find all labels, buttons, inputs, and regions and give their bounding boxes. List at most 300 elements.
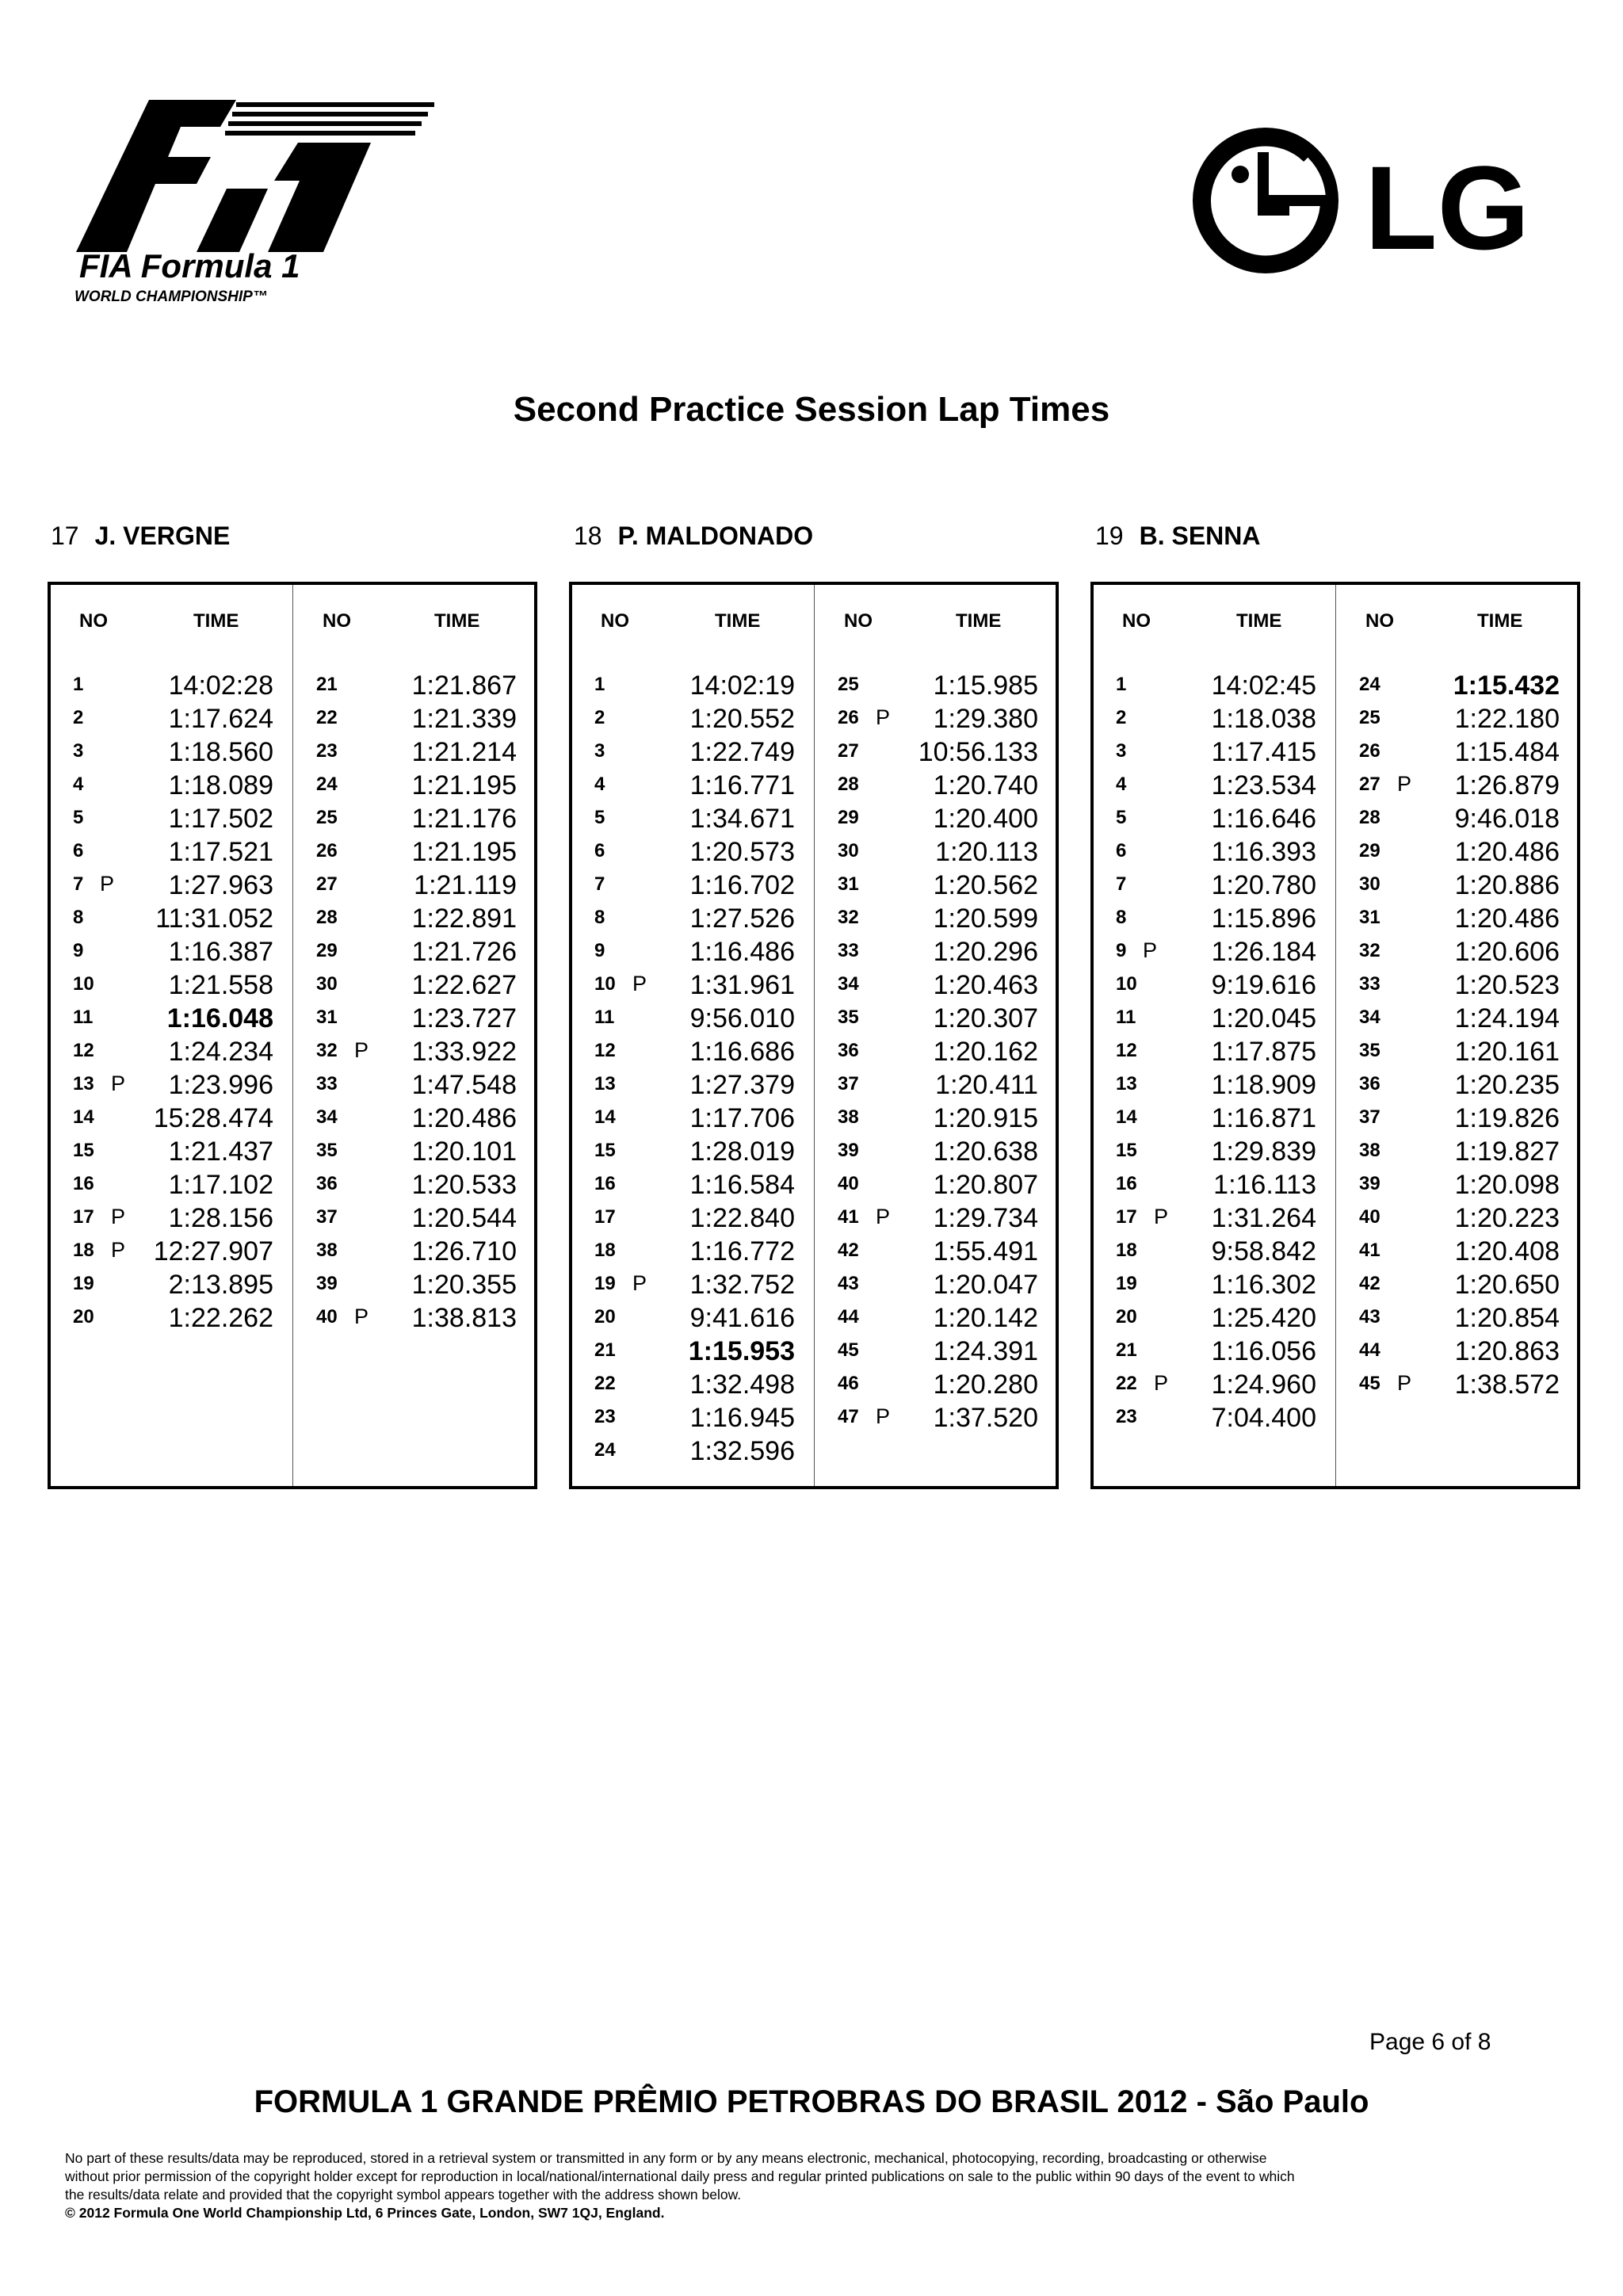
lap-number: 1 xyxy=(73,674,84,695)
lap-time: 1:24.391 xyxy=(933,1336,1038,1366)
lap-row xyxy=(1337,1236,1579,1273)
lap-time: 1:47.548 xyxy=(411,1070,517,1100)
lap-number: 47 xyxy=(838,1406,859,1427)
lap-number: 28 xyxy=(838,774,859,795)
lap-row xyxy=(1094,704,1335,740)
lap-time: 14:02:28 xyxy=(168,670,273,701)
lap-time: 9:19.616 xyxy=(1211,970,1316,1000)
lap-row xyxy=(294,837,536,873)
lap-number: 44 xyxy=(838,1306,859,1328)
lap-time: 1:21.195 xyxy=(411,770,517,800)
lap-table-17 xyxy=(48,582,537,1489)
lap-time: 1:24.234 xyxy=(168,1037,273,1067)
lap-number: 19 xyxy=(594,1273,616,1294)
driver-header-19 xyxy=(1095,521,1261,551)
driver-name: J. VERGNE xyxy=(94,521,231,550)
lap-number: 21 xyxy=(594,1339,616,1361)
lap-row xyxy=(572,1137,814,1173)
lap-time: 1:16.302 xyxy=(1211,1270,1316,1300)
column-header-time: TIME xyxy=(1236,610,1282,632)
lap-number: 32 xyxy=(316,1040,338,1061)
lap-time: 1:34.671 xyxy=(689,804,795,834)
column-divider xyxy=(292,585,293,1486)
lap-row xyxy=(815,1070,1057,1106)
lap-row xyxy=(51,1003,292,1040)
lap-row xyxy=(815,1336,1057,1373)
lap-time: 1:17.415 xyxy=(1211,737,1316,767)
lap-time: 7:04.400 xyxy=(1211,1403,1316,1433)
lap-time: 1:16.113 xyxy=(1213,1170,1316,1200)
lap-row xyxy=(1094,1303,1335,1339)
lap-column xyxy=(1094,670,1335,1439)
lap-row xyxy=(1337,1037,1579,1073)
lap-row xyxy=(51,1137,292,1173)
lap-time: 1:20.411 xyxy=(935,1070,1038,1100)
lap-row xyxy=(1094,1370,1335,1406)
lap-time: 1:20.101 xyxy=(411,1137,517,1167)
column-header-time: TIME xyxy=(434,610,480,632)
lap-row xyxy=(294,937,536,973)
lap-row xyxy=(815,670,1057,707)
lap-row xyxy=(572,1303,814,1339)
lap-row xyxy=(572,1236,814,1273)
lap-number: 7 xyxy=(73,873,84,895)
pit-marker: P xyxy=(1154,1371,1169,1395)
lap-row xyxy=(572,1070,814,1106)
lap-time: 1:17.706 xyxy=(689,1103,795,1133)
column-header-time: TIME xyxy=(956,610,1002,632)
lap-time: 1:20.780 xyxy=(1211,870,1316,900)
lap-row xyxy=(815,770,1057,807)
lap-number: 26 xyxy=(838,707,859,728)
lap-time: 1:23.996 xyxy=(168,1070,273,1100)
lap-row xyxy=(51,770,292,807)
f1-logo-subtext: WORLD CHAMPIONSHIP™ xyxy=(74,288,268,305)
lap-row xyxy=(815,1170,1057,1206)
lap-number: 2 xyxy=(1116,707,1127,728)
lap-number: 12 xyxy=(594,1040,616,1061)
lap-number: 9 xyxy=(594,940,605,961)
lap-row xyxy=(1094,1103,1335,1140)
lap-number: 26 xyxy=(1359,740,1381,762)
lap-row xyxy=(294,670,536,707)
lap-table-18 xyxy=(569,582,1059,1489)
lap-row xyxy=(815,937,1057,973)
lap-row xyxy=(1094,737,1335,774)
f1-logo-text: FIA Formula 1 xyxy=(79,247,300,285)
lap-row xyxy=(572,1270,814,1306)
event-title: FORMULA 1 GRANDE PRÊMIO PETROBRAS DO BRASIL 2012 - São Paulo xyxy=(254,2084,1369,2119)
lap-time: 1:20.400 xyxy=(933,804,1038,834)
lap-time: 1:55.491 xyxy=(933,1236,1038,1266)
lap-row xyxy=(572,770,814,807)
lap-time: 1:33.922 xyxy=(411,1037,517,1067)
lap-row xyxy=(1094,1137,1335,1173)
lap-number: 5 xyxy=(73,807,84,828)
lap-row xyxy=(1094,1037,1335,1073)
lap-row xyxy=(51,1303,292,1339)
lap-time: 1:20.142 xyxy=(933,1303,1038,1333)
lap-number: 19 xyxy=(73,1273,94,1294)
lap-row xyxy=(572,670,814,707)
lap-time: 1:28.019 xyxy=(689,1137,795,1167)
lap-time: 1:18.909 xyxy=(1211,1070,1316,1100)
pit-marker: P xyxy=(100,872,115,896)
lap-number: 5 xyxy=(594,807,605,828)
lap-time: 1:37.520 xyxy=(933,1403,1038,1433)
lap-row xyxy=(294,1070,536,1106)
lap-number: 24 xyxy=(594,1439,616,1461)
lap-row xyxy=(51,970,292,1007)
lap-number: 36 xyxy=(316,1173,338,1194)
lap-row xyxy=(294,804,536,840)
lap-number: 10 xyxy=(594,973,616,995)
driver-header-18 xyxy=(574,521,813,551)
lap-time: 9:56.010 xyxy=(689,1003,795,1033)
lap-number: 17 xyxy=(73,1206,94,1228)
lap-row xyxy=(1337,1303,1579,1339)
lap-time: 1:20.854 xyxy=(1454,1303,1560,1333)
lap-row xyxy=(294,704,536,740)
lap-number: 45 xyxy=(838,1339,859,1361)
lap-number: 31 xyxy=(1359,907,1381,928)
lap-number: 10 xyxy=(73,973,94,995)
lap-number: 14 xyxy=(1116,1106,1137,1128)
lap-row xyxy=(572,970,814,1007)
lap-number: 22 xyxy=(316,707,338,728)
lap-row xyxy=(1337,1070,1579,1106)
lap-time: 1:20.886 xyxy=(1454,870,1560,900)
lap-time: 14:02:19 xyxy=(689,670,795,701)
lap-time: 1:38.572 xyxy=(1454,1370,1560,1400)
lap-number: 31 xyxy=(316,1007,338,1028)
lap-row xyxy=(815,1303,1057,1339)
lap-number: 34 xyxy=(1359,1007,1381,1028)
disclaimer-line: the results/data relate and provided that the copyright symbol appears together with the address shown below. xyxy=(65,2187,742,2202)
lap-number: 39 xyxy=(316,1273,338,1294)
lap-number: 33 xyxy=(838,940,859,961)
lap-row xyxy=(51,1037,292,1073)
lap-number: 13 xyxy=(73,1073,94,1095)
lap-number: 33 xyxy=(316,1073,338,1095)
lap-time: 1:38.813 xyxy=(411,1303,517,1333)
lap-row xyxy=(1337,804,1579,840)
lap-time: 2:13.895 xyxy=(168,1270,273,1300)
lap-column xyxy=(294,670,536,1339)
lap-number: 23 xyxy=(594,1406,616,1427)
lap-row xyxy=(815,1236,1057,1273)
lap-time: 1:24.960 xyxy=(1211,1370,1316,1400)
lap-time: 1:31.961 xyxy=(689,970,795,1000)
lap-number: 16 xyxy=(73,1173,94,1194)
lap-row xyxy=(815,1403,1057,1439)
lap-time: 1:20.638 xyxy=(933,1137,1038,1167)
lap-number: 41 xyxy=(838,1206,859,1228)
lap-time: 1:26.879 xyxy=(1454,770,1560,800)
lap-row xyxy=(572,1170,814,1206)
lap-number: 23 xyxy=(316,740,338,762)
lap-time: 1:20.047 xyxy=(933,1270,1038,1300)
disclaimer xyxy=(65,2149,1571,2222)
lap-row xyxy=(572,1370,814,1406)
lap-row xyxy=(1337,1103,1579,1140)
lap-number: 1 xyxy=(594,674,605,695)
lap-number: 46 xyxy=(838,1373,859,1394)
page-title: Second Practice Session Lap Times xyxy=(513,390,1110,429)
disclaimer-line: No part of these results/data may be reproduced, stored in a retrieval system or transmitted in any form or by any means electronic, mechanical, photocopying, recording, broadcasting or otherwise xyxy=(65,2150,1267,2166)
lap-number: 43 xyxy=(1359,1306,1381,1328)
lap-number: 32 xyxy=(838,907,859,928)
lap-time: 1:25.420 xyxy=(1211,1303,1316,1333)
lap-row xyxy=(51,904,292,940)
lap-row xyxy=(815,970,1057,1007)
disclaimer-line: without prior permission of the copyright holder except for reproduction in local/national/international daily press and regular printed publications on sale to the public within 90 days of the event to which xyxy=(65,2168,1295,2184)
pit-marker: P xyxy=(876,705,891,729)
column-header-no: NO xyxy=(1365,610,1394,632)
lap-time: 1:24.194 xyxy=(1454,1003,1560,1033)
lap-time: 1:29.380 xyxy=(933,704,1038,734)
lap-row xyxy=(294,1170,536,1206)
lap-number: 21 xyxy=(316,674,338,695)
lap-row xyxy=(1337,704,1579,740)
lap-time: 1:21.119 xyxy=(414,870,517,900)
lap-number: 34 xyxy=(316,1106,338,1128)
lap-time: 11:31.052 xyxy=(155,904,273,934)
lap-time: 1:20.223 xyxy=(1454,1203,1560,1233)
lap-time: 1:16.393 xyxy=(1211,837,1316,867)
lap-time: 1:22.180 xyxy=(1454,704,1560,734)
lap-time: 1:27.526 xyxy=(689,904,795,934)
lap-number: 36 xyxy=(1359,1073,1381,1095)
lap-time: 1:20.573 xyxy=(689,837,795,867)
lap-row xyxy=(294,904,536,940)
column-divider xyxy=(1335,585,1336,1486)
lap-row xyxy=(1337,770,1579,807)
lap-row xyxy=(1094,1003,1335,1040)
lap-number: 7 xyxy=(594,873,605,895)
lap-row xyxy=(294,870,536,907)
lap-time: 10:56.133 xyxy=(918,737,1038,767)
lap-number: 8 xyxy=(1116,907,1127,928)
lap-row xyxy=(1094,1236,1335,1273)
lap-number: 27 xyxy=(838,740,859,762)
lap-row xyxy=(1337,1370,1579,1406)
column-header-time: TIME xyxy=(193,610,239,632)
lap-number: 13 xyxy=(594,1073,616,1095)
lap-time: 12:27.907 xyxy=(153,1236,273,1266)
lap-row xyxy=(572,904,814,940)
driver-number: 18 xyxy=(574,521,602,550)
lap-row xyxy=(572,737,814,774)
lap-number: 26 xyxy=(316,840,338,861)
lap-time: 1:21.176 xyxy=(411,804,517,834)
driver-header-17 xyxy=(51,521,230,551)
column-header-time: TIME xyxy=(1477,610,1523,632)
lap-row xyxy=(1337,1203,1579,1240)
lap-number: 4 xyxy=(1116,774,1127,795)
lap-time: 1:18.038 xyxy=(1211,704,1316,734)
lap-time: 1:22.627 xyxy=(411,970,517,1000)
lap-row xyxy=(51,804,292,840)
lap-number: 11 xyxy=(73,1007,94,1028)
lap-row xyxy=(51,1070,292,1106)
best-lap-time: 1:15.432 xyxy=(1453,670,1560,701)
lap-time: 1:21.867 xyxy=(411,670,517,701)
lap-number: 19 xyxy=(1116,1273,1137,1294)
lap-time: 1:21.558 xyxy=(168,970,273,1000)
lap-column xyxy=(1337,670,1579,1406)
lap-time: 1:27.379 xyxy=(689,1070,795,1100)
lap-number: 5 xyxy=(1116,807,1127,828)
lap-time: 1:20.807 xyxy=(933,1170,1038,1200)
lap-number: 9 xyxy=(1116,940,1127,961)
lap-time: 1:17.102 xyxy=(168,1170,273,1200)
lap-number: 16 xyxy=(1116,1173,1137,1194)
lap-number: 44 xyxy=(1359,1339,1381,1361)
column-header-no: NO xyxy=(844,610,873,632)
lap-row xyxy=(1094,904,1335,940)
lap-row xyxy=(1094,670,1335,707)
lap-number: 40 xyxy=(316,1306,338,1328)
lap-time: 1:32.596 xyxy=(689,1436,795,1466)
pit-marker: P xyxy=(111,1205,126,1228)
lap-number: 42 xyxy=(838,1240,859,1261)
lap-row xyxy=(815,1103,1057,1140)
lap-row xyxy=(294,1037,536,1073)
lap-time: 1:16.056 xyxy=(1211,1336,1316,1366)
lg-logo xyxy=(1189,120,1549,283)
lap-time: 1:16.771 xyxy=(689,770,795,800)
lap-number: 29 xyxy=(1359,840,1381,861)
lap-time: 1:20.863 xyxy=(1454,1336,1560,1366)
page-number: Page 6 of 8 xyxy=(1369,2029,1491,2055)
lap-time: 1:20.533 xyxy=(411,1170,517,1200)
lap-time: 1:17.624 xyxy=(168,704,273,734)
lap-number: 24 xyxy=(1359,674,1381,695)
lap-time: 1:22.840 xyxy=(689,1203,795,1233)
lap-time: 1:20.098 xyxy=(1454,1170,1560,1200)
driver-name: B. SENNA xyxy=(1139,521,1261,550)
lap-number: 45 xyxy=(1359,1373,1381,1394)
pit-marker: P xyxy=(1397,1371,1412,1395)
lap-row xyxy=(1337,1270,1579,1306)
lap-time: 1:20.544 xyxy=(411,1203,517,1233)
lap-number: 11 xyxy=(594,1007,615,1028)
lap-time: 1:28.156 xyxy=(168,1203,273,1233)
lap-number: 34 xyxy=(838,973,859,995)
lap-time: 1:29.734 xyxy=(933,1203,1038,1233)
lap-number: 3 xyxy=(594,740,605,762)
lap-row xyxy=(51,1236,292,1273)
lap-row xyxy=(1337,970,1579,1007)
lap-number: 11 xyxy=(1116,1007,1136,1028)
lap-time: 1:22.262 xyxy=(168,1303,273,1333)
lap-row xyxy=(572,837,814,873)
lap-number: 17 xyxy=(594,1206,616,1228)
lap-number: 8 xyxy=(594,907,605,928)
lap-time: 1:19.827 xyxy=(1454,1137,1560,1167)
lap-time: 1:16.772 xyxy=(689,1236,795,1266)
lap-time: 1:20.552 xyxy=(689,704,795,734)
lap-row xyxy=(1337,870,1579,907)
lap-number: 10 xyxy=(1116,973,1137,995)
lap-number: 33 xyxy=(1359,973,1381,995)
lap-number: 25 xyxy=(838,674,859,695)
pit-marker: P xyxy=(1154,1205,1169,1228)
lap-number: 40 xyxy=(838,1173,859,1194)
lap-time: 1:20.606 xyxy=(1454,937,1560,967)
lap-time: 1:26.184 xyxy=(1211,937,1316,967)
lap-number: 12 xyxy=(1116,1040,1137,1061)
lap-time: 1:31.264 xyxy=(1211,1203,1316,1233)
lap-row xyxy=(1337,1003,1579,1040)
pit-marker: P xyxy=(354,1305,369,1328)
lap-number: 37 xyxy=(838,1073,859,1095)
lap-time: 1:20.307 xyxy=(933,1003,1038,1033)
lap-time: 1:20.740 xyxy=(933,770,1038,800)
lap-time: 9:58.842 xyxy=(1211,1236,1316,1266)
lap-row xyxy=(1337,837,1579,873)
lap-number: 20 xyxy=(73,1306,94,1328)
lap-number: 21 xyxy=(1116,1339,1137,1361)
lap-number: 20 xyxy=(594,1306,616,1328)
best-lap-time: 1:15.953 xyxy=(688,1336,795,1366)
lap-time: 1:20.355 xyxy=(411,1270,517,1300)
lap-time: 1:23.534 xyxy=(1211,770,1316,800)
lap-row xyxy=(1094,937,1335,973)
lap-row xyxy=(1094,1070,1335,1106)
lap-number: 35 xyxy=(1359,1040,1381,1061)
driver-number: 19 xyxy=(1095,521,1124,550)
lap-number: 7 xyxy=(1116,873,1127,895)
lap-row xyxy=(1337,1137,1579,1173)
lap-time: 1:16.945 xyxy=(689,1403,795,1433)
lap-row xyxy=(294,1203,536,1240)
best-lap-time: 1:16.048 xyxy=(166,1003,273,1033)
lap-row xyxy=(1337,937,1579,973)
copyright: © 2012 Formula One World Championship Ltd, 6 Princes Gate, London, SW7 1QJ, England. xyxy=(65,2205,665,2221)
lap-time: 1:22.891 xyxy=(411,904,517,934)
driver-number: 17 xyxy=(51,521,79,550)
lap-column xyxy=(815,670,1057,1439)
pit-marker: P xyxy=(1143,938,1158,962)
driver-name: P. MALDONADO xyxy=(617,521,814,550)
lap-row xyxy=(1094,1203,1335,1240)
lap-time: 1:17.521 xyxy=(168,837,273,867)
lap-number: 22 xyxy=(594,1373,616,1394)
lap-time: 1:20.296 xyxy=(933,937,1038,967)
column-header-no: NO xyxy=(1122,610,1151,632)
lap-number: 2 xyxy=(73,707,84,728)
lap-number: 16 xyxy=(594,1173,616,1194)
lap-number: 41 xyxy=(1359,1240,1381,1261)
lap-number: 35 xyxy=(838,1007,859,1028)
column-header-no: NO xyxy=(323,610,351,632)
lap-row xyxy=(1094,1170,1335,1206)
lap-time: 1:16.646 xyxy=(1211,804,1316,834)
lap-number: 22 xyxy=(1116,1373,1137,1394)
lap-time: 1:32.752 xyxy=(689,1270,795,1300)
lap-row xyxy=(1094,970,1335,1007)
lap-number: 39 xyxy=(1359,1173,1381,1194)
lap-number: 2 xyxy=(594,707,605,728)
lap-number: 29 xyxy=(838,807,859,828)
lap-time: 1:27.963 xyxy=(168,870,273,900)
lap-row xyxy=(51,1103,292,1140)
lap-time: 1:19.826 xyxy=(1454,1103,1560,1133)
lap-time: 1:21.214 xyxy=(411,737,517,767)
pit-marker: P xyxy=(111,1072,126,1095)
